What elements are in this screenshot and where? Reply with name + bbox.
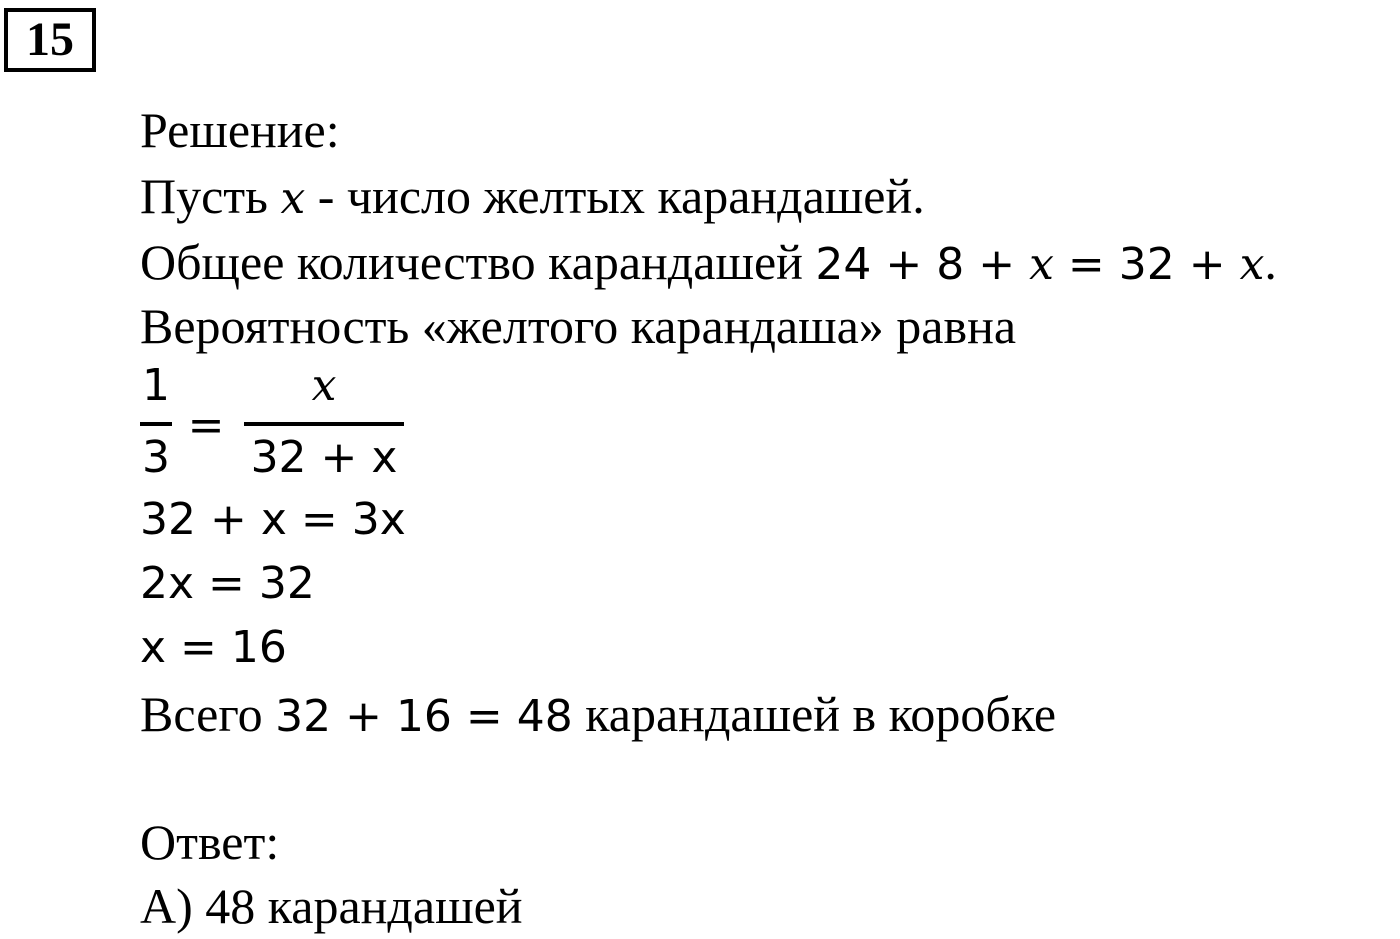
line-let-x [140, 166, 925, 229]
fraction-x-over-sum [244, 360, 404, 486]
line-total-count-text: Общее количество карандашей [140, 234, 816, 290]
total-expression-2: = 32 + [1053, 239, 1240, 290]
equation-3: x = 16 [140, 622, 287, 673]
line-probability: Вероятность «желтого карандаша» равна [140, 298, 1017, 354]
answer-label: Ответ: [140, 814, 280, 870]
fraction-bar [244, 422, 404, 426]
total-expression: 32 + 16 = 48 [275, 691, 573, 742]
period: . [1264, 234, 1277, 290]
task-number: 15 [26, 13, 74, 66]
answer-value: А) 48 карандашей [140, 878, 523, 934]
fraction-denominator: 32 + x [250, 432, 398, 483]
equation-2: 2x = 32 [140, 558, 315, 609]
task-number-box [4, 8, 96, 72]
solution-label: Решение: [140, 102, 340, 158]
fraction-denominator: 3 [142, 432, 170, 483]
fraction-one-third [140, 360, 172, 486]
variable-x: x [1029, 239, 1054, 290]
fraction-numerator: x [311, 360, 337, 411]
total-text: Всего [140, 686, 276, 742]
total-expression-1: 24 + 8 + [815, 239, 1030, 290]
variable-x: x [280, 173, 306, 224]
fraction-bar [140, 422, 172, 426]
variable-x: x [1239, 239, 1265, 290]
line-let-x-after: - число желтых карандашей. [305, 168, 925, 224]
equals-sign: = [187, 400, 225, 451]
total-after: карандашей в коробке [572, 686, 1057, 742]
line-total-count [140, 232, 1277, 295]
equation-1: 32 + x = 3x [140, 494, 406, 545]
line-let-x-before: Пусть [140, 168, 281, 224]
line-total-pencils [140, 684, 1056, 747]
fraction-numerator: 1 [142, 360, 170, 411]
